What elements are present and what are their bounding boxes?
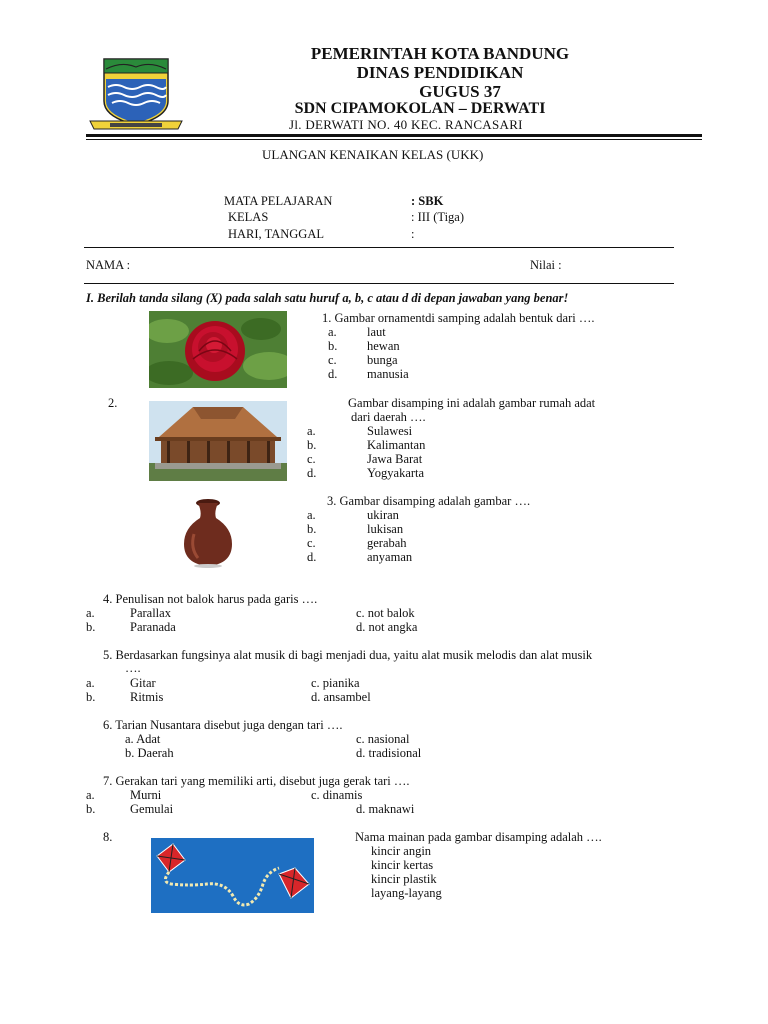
info-label-date: HARI, TANGGAL — [228, 227, 324, 241]
q2-letter-c: c. — [307, 452, 316, 466]
q2-letter-b: b. — [307, 438, 317, 452]
q5-letter-b: b. — [86, 690, 96, 704]
q1-option-b: hewan — [367, 339, 400, 353]
clay-pot-image — [180, 498, 236, 568]
bandung-city-seal-icon — [88, 55, 184, 133]
kite-picture — [151, 838, 314, 913]
info-label-subject: MATA PELAJARAN — [224, 194, 333, 208]
q4-letter-b: b. — [86, 620, 96, 634]
q3-letter-b: b. — [307, 522, 317, 536]
q2-option-c: Jawa Barat — [367, 452, 423, 466]
q6-option-d: d. tradisional — [356, 746, 422, 760]
q3-letter-d: d. — [307, 550, 317, 564]
q7-option-c: c. dinamis — [311, 788, 363, 802]
q2-text-2: dari daerah …. — [351, 410, 426, 424]
q7-option-a: Murni — [130, 788, 162, 802]
q2-letter-d: d. — [307, 466, 317, 480]
q1-letter-c: c. — [328, 353, 337, 367]
header-line-1: PEMERINTAH KOTA BANDUNG — [310, 44, 570, 63]
q5-continuation: …. — [125, 661, 141, 675]
q4-text: 4. Penulisan not balok harus pada garis …. — [103, 592, 318, 606]
q8-text: Nama mainan pada gambar disamping adalah …. — [355, 830, 602, 844]
exam-title: ULANGAN KENAIKAN KELAS (UKK) — [262, 147, 484, 162]
q7-letter-a: a. — [86, 788, 95, 802]
q5-option-c: c. pianika — [311, 676, 360, 690]
q5-letter-a: a. — [86, 676, 95, 690]
q5-option-b: Ritmis — [130, 690, 164, 704]
q8-option-4: layang-layang — [371, 886, 442, 900]
red-rose-image — [149, 311, 287, 388]
q3-letter-a: a. — [307, 508, 316, 522]
name-row-bottom-line — [84, 283, 674, 284]
q2-letter-a: a. — [307, 424, 316, 438]
q4-letter-a: a. — [86, 606, 95, 620]
q3-option-a: ukiran — [367, 508, 399, 522]
q7-text: 7. Gerakan tari yang memiliki arti, disebut juga gerak tari …. — [103, 774, 410, 788]
info-label-class: KELAS — [228, 210, 269, 224]
q8-number: 8. — [103, 830, 113, 844]
q7-option-d: d. maknawi — [356, 802, 415, 816]
q7-letter-b: b. — [86, 802, 96, 816]
q8-option-2: kincir kertas — [371, 858, 434, 872]
q1-letter-d: d. — [328, 367, 338, 381]
q8-option-3: kincir plastik — [371, 872, 437, 886]
q4-option-a: Parallax — [130, 606, 171, 620]
info-value-class: : III (Tiga) — [411, 210, 465, 224]
q2-text-1: Gambar disamping ini adalah gambar rumah adat — [348, 396, 596, 410]
header-line-3: GUGUS 37 — [419, 82, 501, 101]
q1-option-a: laut — [367, 325, 386, 339]
q8-option-1: kincir angin — [371, 844, 432, 858]
header-line-4: SDN CIPAMOKOLAN – DERWATI — [294, 100, 546, 117]
q5-text: 5. Berdasarkan fungsinya alat musik di bagi menjadi dua, yaitu alat musik melodis dan alat musik — [103, 648, 593, 662]
header-divider-thin — [86, 139, 702, 140]
q6-option-c: c. nasional — [356, 732, 410, 746]
score-label: Nilai : — [530, 258, 562, 272]
q2-option-d: Yogyakarta — [367, 466, 425, 480]
q4-option-b: Paranada — [130, 620, 176, 634]
info-value-date: : — [411, 227, 415, 241]
header-address: Jl. DERWATI NO. 40 KEC. RANCASARI — [289, 117, 523, 132]
q2-option-a: Sulawesi — [367, 424, 413, 438]
q1-option-c: bunga — [367, 353, 398, 367]
q3-letter-c: c. — [307, 536, 316, 550]
q3-option-d: anyaman — [367, 550, 413, 564]
q3-option-b: lukisan — [367, 522, 404, 536]
city-seal-logo — [88, 55, 184, 133]
q6-text: 6. Tarian Nusantara disebut juga dengan tari …. — [103, 718, 343, 732]
q3-text: 3. Gambar disamping adalah gambar …. — [327, 494, 531, 508]
q4-option-c: c. not balok — [356, 606, 415, 620]
q2-option-b: Kalimantan — [367, 438, 426, 452]
header-divider — [86, 134, 702, 137]
q7-option-b: Gemulai — [130, 802, 174, 816]
vase-image — [180, 498, 236, 568]
rose-image — [149, 311, 287, 388]
q1-option-d: manusia — [367, 367, 409, 381]
q5-option-d: d. ansambel — [311, 690, 371, 704]
traditional-house-image — [149, 401, 287, 481]
info-value-subject: : SBK — [411, 194, 444, 208]
q5-option-a: Gitar — [130, 676, 156, 690]
q3-option-c: gerabah — [367, 536, 407, 550]
q1-text: 1. Gambar ornamentdi samping adalah bentuk dari …. — [322, 311, 595, 325]
q4-option-d: d. not angka — [356, 620, 418, 634]
kite-image — [151, 838, 314, 913]
q6-option-b: b. Daerah — [125, 746, 174, 760]
q1-letter-a: a. — [328, 325, 337, 339]
house-image — [149, 401, 287, 481]
instruction: I. Berilah tanda silang (X) pada salah satu huruf a, b, c atau d di depan jawaban yang benar! — [86, 291, 569, 305]
name-row-top-line — [84, 247, 674, 248]
header-line-2: DINAS PENDIDIKAN — [356, 63, 524, 82]
q6-option-a: a. Adat — [125, 732, 161, 746]
q1-letter-b: b. — [328, 339, 338, 353]
q2-number: 2. — [108, 396, 118, 410]
name-label: NAMA : — [86, 258, 131, 272]
